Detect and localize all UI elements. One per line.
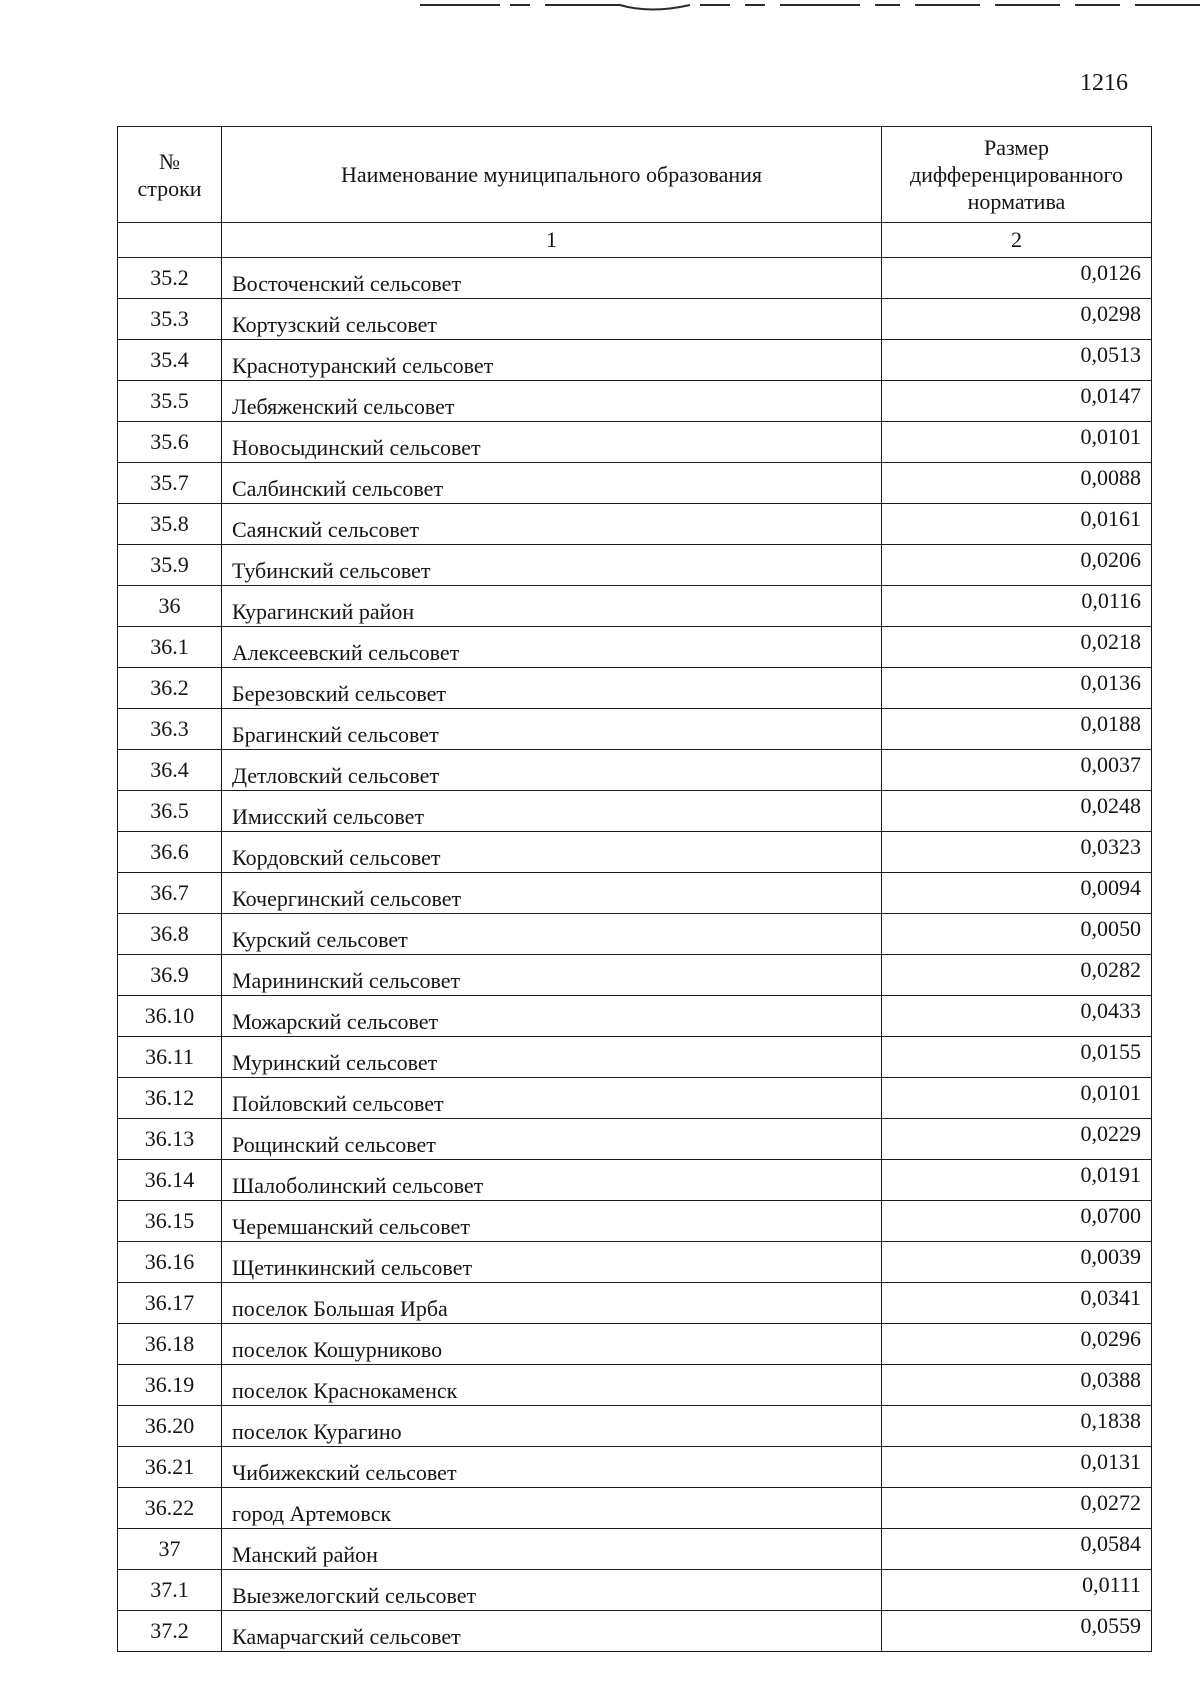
municipality-name-cell: город Артемовск — [222, 1488, 882, 1529]
table-row — [118, 996, 1152, 1037]
row-number-cell: 37.1 — [118, 1570, 222, 1611]
row-number-cell: 36.17 — [118, 1283, 222, 1324]
table-row — [118, 463, 1152, 504]
norm-value-cell: 0,0037 — [882, 750, 1152, 791]
table-row — [118, 1160, 1152, 1201]
row-number-cell: 36.7 — [118, 873, 222, 914]
column-index-row-number — [118, 223, 222, 258]
municipality-name-cell: Имисский сельсовет — [222, 791, 882, 832]
norm-value-cell: 0,0126 — [882, 258, 1152, 299]
municipality-name-cell: Щетинкинский сельсовет — [222, 1242, 882, 1283]
municipality-name-cell: Курагинский район — [222, 586, 882, 627]
norm-value-cell: 0,0094 — [882, 873, 1152, 914]
column-index-row — [118, 223, 1152, 258]
table-row — [118, 545, 1152, 586]
norm-value-cell: 0,0229 — [882, 1119, 1152, 1160]
table-row — [118, 873, 1152, 914]
norm-value-cell: 0,0101 — [882, 422, 1152, 463]
norm-value-cell: 0,0088 — [882, 463, 1152, 504]
municipality-name-cell: Восточенский сельсовет — [222, 258, 882, 299]
table-row — [118, 340, 1152, 381]
norm-value-cell: 0,0101 — [882, 1078, 1152, 1119]
row-number-cell: 35.5 — [118, 381, 222, 422]
municipality-name-cell: Марининский сельсовет — [222, 955, 882, 996]
page-number: 1216 — [1080, 70, 1128, 96]
column-index-norm: 2 — [882, 223, 1152, 258]
norm-value-cell: 0,0388 — [882, 1365, 1152, 1406]
row-number-cell: 36.19 — [118, 1365, 222, 1406]
row-number-cell: 36.14 — [118, 1160, 222, 1201]
municipality-name-cell: Черемшанский сельсовет — [222, 1201, 882, 1242]
table-row — [118, 1406, 1152, 1447]
row-number-cell: 36.4 — [118, 750, 222, 791]
table-row — [118, 791, 1152, 832]
municipality-name-cell: поселок Кошурниково — [222, 1324, 882, 1365]
row-number-cell: 35.2 — [118, 258, 222, 299]
norm-value-cell: 0,0131 — [882, 1447, 1152, 1488]
norm-value-cell: 0,0188 — [882, 709, 1152, 750]
row-number-cell: 36 — [118, 586, 222, 627]
table-row — [118, 1447, 1152, 1488]
row-number-cell: 36.1 — [118, 627, 222, 668]
municipality-name-cell: Можарский сельсовет — [222, 996, 882, 1037]
norm-value-cell: 0,0584 — [882, 1529, 1152, 1570]
norm-value-cell: 0,0513 — [882, 340, 1152, 381]
norm-value-cell: 0,0111 — [882, 1570, 1152, 1611]
municipality-name-cell: Курский сельсовет — [222, 914, 882, 955]
row-number-cell: 37 — [118, 1529, 222, 1570]
table-row — [118, 1570, 1152, 1611]
table-row — [118, 1201, 1152, 1242]
norm-value-cell: 0,0296 — [882, 1324, 1152, 1365]
municipality-name-cell: Тубинский сельсовет — [222, 545, 882, 586]
header-norm-size: Размер дифференцированного норматива — [882, 127, 1152, 223]
norm-value-cell: 0,0155 — [882, 1037, 1152, 1078]
table-row — [118, 750, 1152, 791]
norm-value-cell: 0,0136 — [882, 668, 1152, 709]
table-row — [118, 1078, 1152, 1119]
row-number-cell: 36.6 — [118, 832, 222, 873]
municipality-name-cell: Лебяженский сельсовет — [222, 381, 882, 422]
municipality-name-cell: Кордовский сельсовет — [222, 832, 882, 873]
norm-value-cell: 0,0559 — [882, 1611, 1152, 1652]
row-number-cell: 36.20 — [118, 1406, 222, 1447]
table-row — [118, 1119, 1152, 1160]
table-row — [118, 258, 1152, 299]
municipality-name-cell: Муринский сельсовет — [222, 1037, 882, 1078]
norm-value-cell: 0,0298 — [882, 299, 1152, 340]
table-row — [118, 586, 1152, 627]
row-number-cell: 36.18 — [118, 1324, 222, 1365]
norm-value-cell: 0,0191 — [882, 1160, 1152, 1201]
scan-top-edge-marks — [420, 0, 1200, 14]
table-row — [118, 504, 1152, 545]
table-row — [118, 914, 1152, 955]
norm-value-cell: 0,0039 — [882, 1242, 1152, 1283]
municipality-name-cell: Брагинский сельсовет — [222, 709, 882, 750]
row-number-cell: 35.3 — [118, 299, 222, 340]
municipality-name-cell: Пойловский сельсовет — [222, 1078, 882, 1119]
municipality-name-cell: Выезжелогский сельсовет — [222, 1570, 882, 1611]
table-row — [118, 1529, 1152, 1570]
row-number-cell: 36.3 — [118, 709, 222, 750]
header-row-number: № строки — [118, 127, 222, 223]
norm-value-cell: 0,0341 — [882, 1283, 1152, 1324]
row-number-cell: 35.9 — [118, 545, 222, 586]
municipality-name-cell: Кочергинский сельсовет — [222, 873, 882, 914]
row-number-cell: 35.6 — [118, 422, 222, 463]
norm-value-cell: 0,0433 — [882, 996, 1152, 1037]
row-number-cell: 36.11 — [118, 1037, 222, 1078]
municipality-name-cell: поселок Большая Ирба — [222, 1283, 882, 1324]
norm-value-cell: 0,0282 — [882, 955, 1152, 996]
row-number-cell: 36.5 — [118, 791, 222, 832]
municipality-name-cell: Алексеевский сельсовет — [222, 627, 882, 668]
municipality-name-cell: Чибижекский сельсовет — [222, 1447, 882, 1488]
municipality-name-cell: поселок Курагино — [222, 1406, 882, 1447]
municipality-name-cell: поселок Краснокаменск — [222, 1365, 882, 1406]
municipality-name-cell: Березовский сельсовет — [222, 668, 882, 709]
municipality-name-cell: Новосыдинский сельсовет — [222, 422, 882, 463]
norm-value-cell: 0,0323 — [882, 832, 1152, 873]
row-number-cell: 36.10 — [118, 996, 222, 1037]
municipality-name-cell: Салбинский сельсовет — [222, 463, 882, 504]
table-row — [118, 381, 1152, 422]
norm-value-cell: 0,0700 — [882, 1201, 1152, 1242]
table-header-row — [118, 127, 1152, 223]
row-number-cell: 35.8 — [118, 504, 222, 545]
municipality-name-cell: Детловский сельсовет — [222, 750, 882, 791]
table-row — [118, 955, 1152, 996]
row-number-cell: 35.7 — [118, 463, 222, 504]
row-number-cell: 36.22 — [118, 1488, 222, 1529]
row-number-cell: 36.21 — [118, 1447, 222, 1488]
table-row — [118, 299, 1152, 340]
norm-value-cell: 0,0147 — [882, 381, 1152, 422]
municipality-name-cell: Саянский сельсовет — [222, 504, 882, 545]
row-number-cell: 36.16 — [118, 1242, 222, 1283]
municipality-name-cell: Манский район — [222, 1529, 882, 1570]
row-number-cell: 36.9 — [118, 955, 222, 996]
norm-value-cell: 0,0272 — [882, 1488, 1152, 1529]
municipality-name-cell: Кортузский сельсовет — [222, 299, 882, 340]
row-number-cell: 35.4 — [118, 340, 222, 381]
norm-value-cell: 0,0218 — [882, 627, 1152, 668]
row-number-cell: 36.12 — [118, 1078, 222, 1119]
row-number-cell: 37.2 — [118, 1611, 222, 1652]
norm-value-cell: 0,0116 — [882, 586, 1152, 627]
table-row — [118, 832, 1152, 873]
norm-value-cell: 0,0161 — [882, 504, 1152, 545]
table-row — [118, 1037, 1152, 1078]
municipality-name-cell: Камарчагский сельсовет — [222, 1611, 882, 1652]
row-number-cell: 36.13 — [118, 1119, 222, 1160]
norm-value-cell: 0,1838 — [882, 1406, 1152, 1447]
table-row — [118, 627, 1152, 668]
table-row — [118, 1365, 1152, 1406]
municipality-name-cell: Шалоболинский сельсовет — [222, 1160, 882, 1201]
norm-value-cell: 0,0050 — [882, 914, 1152, 955]
norm-value-cell: 0,0248 — [882, 791, 1152, 832]
norm-value-cell: 0,0206 — [882, 545, 1152, 586]
municipality-name-cell: Краснотуранский сельсовет — [222, 340, 882, 381]
table-row — [118, 1324, 1152, 1365]
table-row — [118, 1488, 1152, 1529]
table-body — [118, 258, 1152, 1652]
table-row — [118, 422, 1152, 463]
norms-table — [117, 126, 1152, 1652]
column-index-name: 1 — [222, 223, 882, 258]
row-number-cell: 36.2 — [118, 668, 222, 709]
table-row — [118, 709, 1152, 750]
row-number-cell: 36.8 — [118, 914, 222, 955]
row-number-cell: 36.15 — [118, 1201, 222, 1242]
table-row — [118, 668, 1152, 709]
table-row — [118, 1611, 1152, 1652]
header-municipality-name: Наименование муниципального образования — [222, 127, 882, 223]
table-row — [118, 1283, 1152, 1324]
table-row — [118, 1242, 1152, 1283]
municipality-name-cell: Рощинский сельсовет — [222, 1119, 882, 1160]
